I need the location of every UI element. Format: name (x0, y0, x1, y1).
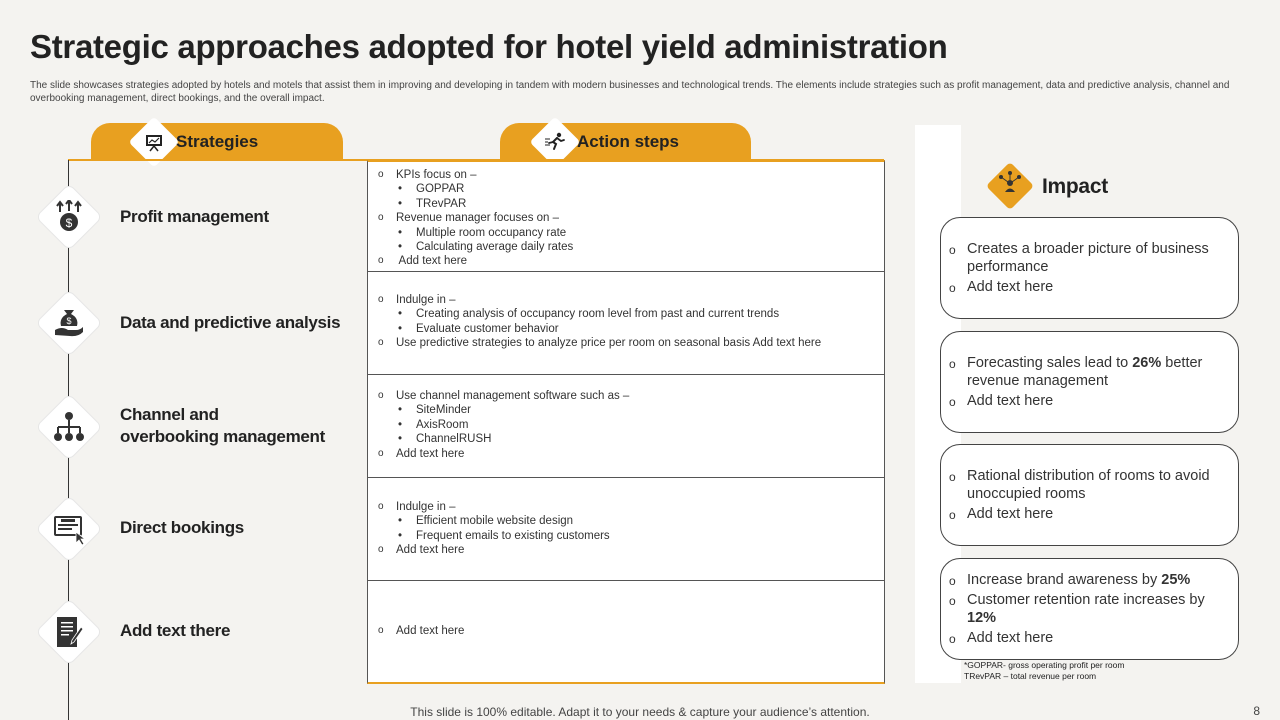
action-cell (368, 375, 884, 478)
impact-item: o Creates a broader picture of business performance (967, 240, 1228, 276)
svg-text:$: $ (66, 316, 72, 326)
list-item: o Add text here (378, 254, 884, 268)
list-item: • ChannelRUSH (378, 432, 884, 446)
list-item: o Add text here (378, 624, 884, 638)
footnote (964, 660, 1124, 682)
impact-item: o Rational distribution of rooms to avoid unoccupied rooms (967, 467, 1228, 503)
strategy-row (30, 600, 365, 662)
list-item: o Use predictive strategies to analyze price per room on seasonal basis Add text here (378, 336, 884, 350)
impact-text: Customer retention rate increases by (967, 592, 1205, 608)
list-item: o Add text here (378, 447, 884, 461)
network-person-icon (987, 163, 1027, 203)
impact-text: Forecasting sales lead to (967, 355, 1133, 371)
strategy-label: Add text there (120, 621, 231, 640)
impact-header (987, 163, 1108, 203)
action-steps-header (500, 123, 751, 161)
strategy-row (30, 395, 365, 457)
booking-screen-icon (38, 498, 98, 558)
list-item: o KPIs focus on – (378, 168, 884, 182)
impact-item (967, 571, 1228, 589)
impact-item (967, 354, 1228, 390)
action-cell (368, 168, 884, 272)
list-item: o Use channel management software such as – (378, 389, 884, 403)
impact-figure: 26% (1132, 355, 1162, 371)
list-item: • AxisRoom (378, 418, 884, 432)
impact-card (940, 217, 1239, 319)
action-steps-table (367, 160, 885, 684)
footnote-line: TRevPAR – total revenue per room (964, 671, 1097, 681)
strategy-label: Profit management (120, 207, 269, 226)
strategy-row (30, 292, 365, 352)
strategy-label-line: overbooking management (120, 427, 325, 446)
impact-text: Increase brand awareness by (967, 572, 1162, 588)
impact-item: o Add text here (967, 392, 1228, 410)
impact-card (940, 331, 1239, 433)
list-item: o Add text here (378, 543, 884, 557)
list-item: • TRevPAR (378, 197, 884, 211)
strategy-label (120, 404, 325, 448)
document-pen-icon (38, 601, 98, 661)
impact-figure: 12% (967, 610, 997, 626)
svg-text:$: $ (65, 216, 73, 230)
impact-item (967, 591, 1228, 627)
strategy-label-line: Channel and (120, 405, 219, 424)
list-item: • Creating analysis of occupancy room level from past and current trends (378, 307, 884, 321)
page-number: 8 (1253, 704, 1260, 718)
impact-card (940, 558, 1239, 660)
hierarchy-icon (38, 396, 98, 456)
impact-item: o Add text here (967, 505, 1228, 523)
slide-subtitle: The slide showcases strategies adopted by hotels and motels that assist them in improving and developing in tandem with modern businesses and technological trends. The elements include strategies such as profit management, data and predictive analysis, channel and overbooking management, direct bookings, and the overall impact. (30, 80, 1230, 104)
footer-text: This slide is 100% editable. Adapt it to your needs & capture your audience’s attention. (410, 705, 870, 719)
footnote-line: *GOPPAR- gross operating profit per room (964, 660, 1125, 670)
money-up-icon (38, 186, 98, 246)
impact-item: o Add text here (967, 629, 1228, 647)
slide-title: Strategic approaches adopted for hotel yield administration (30, 28, 948, 65)
strategy-row (30, 186, 365, 246)
impact-item: o Add text here (967, 278, 1228, 296)
impact-text: better revenue management (967, 355, 1203, 389)
impact-card (940, 444, 1239, 546)
list-item: • Efficient mobile website design (378, 514, 884, 528)
presentation-icon (136, 123, 172, 161)
impact-label: Impact (1042, 175, 1108, 198)
action-steps-label: Action steps (577, 132, 680, 151)
strategy-label: Direct bookings (120, 518, 244, 537)
strategy-label: Data and predictive analysis (120, 313, 341, 332)
list-item: • Calculating average daily rates (378, 240, 884, 254)
strategies-header (91, 123, 343, 161)
list-item: • GOPPAR (378, 182, 884, 196)
action-cell (368, 581, 884, 683)
strategy-row (30, 497, 365, 559)
runner-icon (537, 123, 573, 161)
impact-figure: 25% (1161, 572, 1191, 588)
list-item: o Indulge in – (378, 500, 884, 514)
list-item: • Multiple room occupancy rate (378, 226, 884, 240)
strategies-label: Strategies (176, 132, 259, 151)
list-item: • Frequent emails to existing customers (378, 529, 884, 543)
action-cell (368, 478, 884, 581)
list-item: • SiteMinder (378, 403, 884, 417)
list-item: o Revenue manager focuses on – (378, 211, 884, 225)
money-bag-hand-icon (38, 292, 98, 352)
action-cell (368, 272, 884, 375)
list-item: o Indulge in – (378, 293, 884, 307)
list-item: • Evaluate customer behavior (378, 322, 884, 336)
